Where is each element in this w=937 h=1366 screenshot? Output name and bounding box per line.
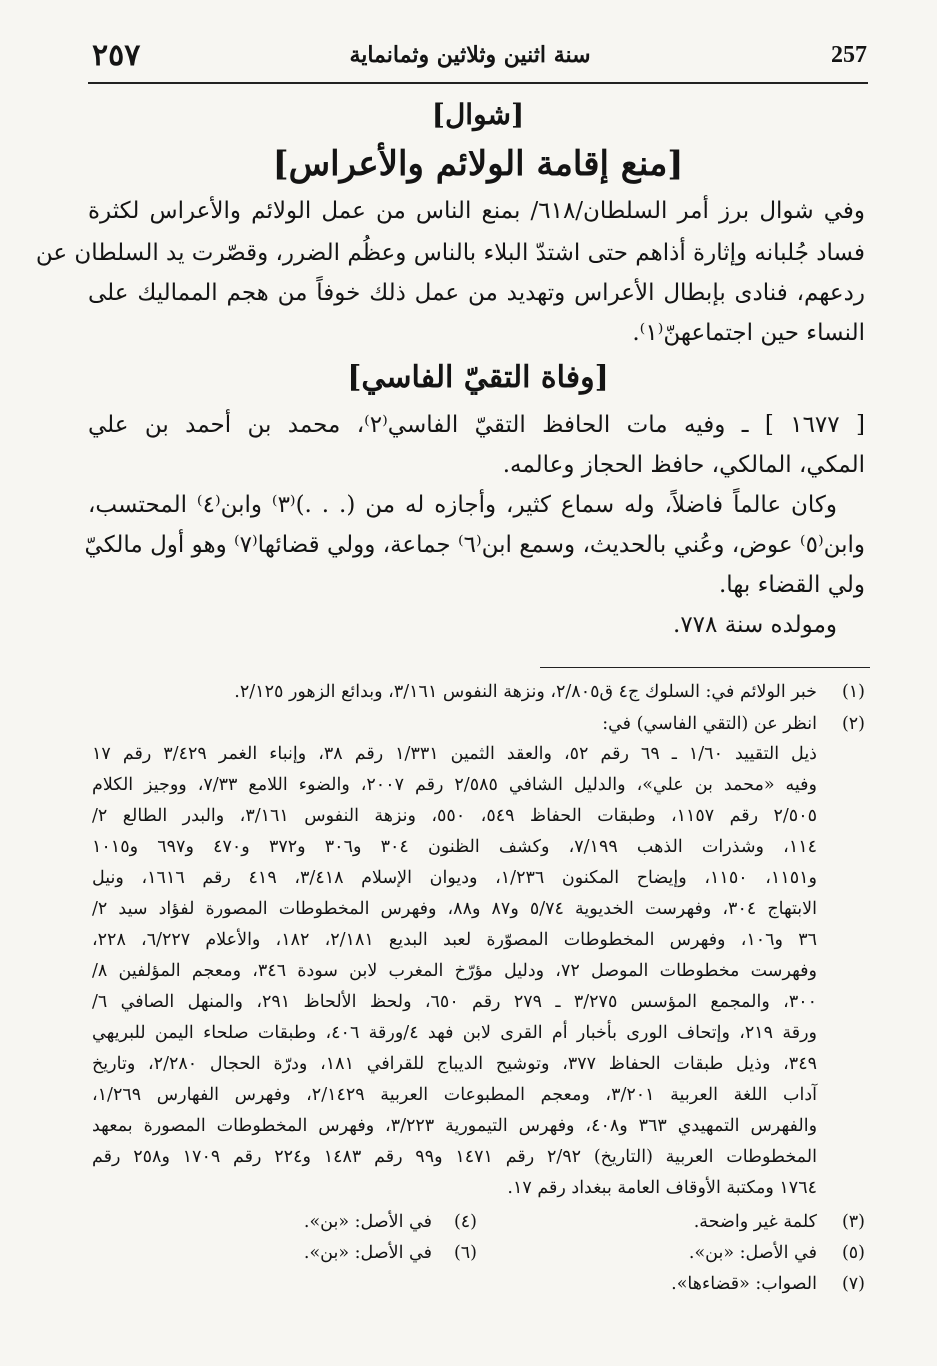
- footnote-line: ٣٠٠، والمجمع المؤسس ٣/٢٧٥ ـ ٢٧٩ رقم ٦٥٠، ولحظ الألحاظ ٢٩١، والمنهل الصافي ٦/: [92, 992, 818, 1012]
- paragraph-line: وفي شوال برز أمر السلطان/٦١٨/ بمنع الناس من عمل الولائم والأعراس لكثرة: [88, 198, 865, 224]
- section-heading-death: [وفاة التقيّ الفاسي]: [347, 360, 609, 395]
- paragraph-line: ردعهم، فنادى بإبطال الأعراس وتهديد من عمل ذلك خوفاً من هجم المماليك على: [88, 280, 865, 306]
- footnote-line: ٣٤٩، وذيل طبقات الحفاظ ٣٧٧، وتوشيح الديباج للقرافي ١٨١، ودرّة الحجال ٢/٢٨٠، وتاريخ: [92, 1054, 817, 1074]
- footnote-line: و١١٥١، ١١٥٠، وإيضاح المكنون ١/٢٣٦، وديوان الإسلام ٣/٤١٨، ٤١٩ رقم ١٦١٦، ونيل: [92, 868, 817, 888]
- footnote-line: وفهرست مخطوطات الموصل ٧٢، ودليل مؤرّخ المغرب لابن سودة ٣٤٦، ومعجم المؤلفين ٨/: [92, 961, 817, 981]
- section-heading-feasts: [منع إقامة الولائم والأعراس]: [272, 144, 684, 184]
- footnote-number: (٣): [841, 1212, 865, 1232]
- footnote-line: وفيه «محمد بن علي»، والدليل الشافي ٢/٥٨٥ رقم ٢٠٠٧، والضوء اللامع ٧/٣٣، ووجيز الكلام: [92, 775, 817, 795]
- footnote-line: ورقة ٢١٩، وإتحاف الورى بأخبار أم القرى لابن فهد ٤/ورقة ٤٠٦، وطبقات صلحاء اليمن للبريهي: [92, 1023, 818, 1043]
- footnote-line: ذيل التقييد ١/٦٠ ـ ٦٩ رقم ٥٢، والعقد الثمين ١/٣٣١ رقم ٣٨، وإنباء الغمر ٣/٤٢٩ رقم ١٧: [92, 744, 817, 764]
- page-number-arabic: ٢٥٧: [92, 38, 141, 73]
- running-head: سنة اثنين وثلاثين وثمانماية: [349, 42, 591, 68]
- header-rule: [88, 82, 868, 84]
- paragraph-line: النساء حين اجتماعهنّ⁽١⁾.: [632, 320, 865, 346]
- footnote-line: والفهرس التمهيدي ٣٦٣ و٤٠٨، وفهرس التيمورية ٣/٢٢٣، وفهرس المخطوطات المصورة بمعهد: [92, 1116, 818, 1136]
- footnote-number: (١): [841, 682, 865, 702]
- footnote-text: في الأصل: «بن».: [303, 1212, 432, 1232]
- footnote-text: كلمة غير واضحة.: [693, 1212, 817, 1232]
- paragraph-line: ومولده سنة ٧٧٨.: [673, 612, 837, 638]
- footnote-number: (٦): [453, 1243, 477, 1263]
- footnote-number: (٧): [841, 1274, 865, 1294]
- footnote-line: المخطوطات العربية (التاريخ) ٢/٩٢ رقم ١٤٧١ و٩٩ رقم ١٤٨٣ و٢٢٤ رقم ١٧٠٩ و٢٥٨ رقم: [92, 1147, 817, 1167]
- footnote-line: ٢/٥٠٥ رقم ١١٥٧، وطبقات الحفاظ ٥٤٩، ٥٥٠، ونزهة النفوس ٣/١٦١، والبدر الطالع ٢/: [92, 806, 818, 826]
- footnote-text: في الأصل: «بن».: [303, 1243, 432, 1263]
- paragraph-line: [ ١٦٧٧ ] ـ وفيه مات الحافظ التقيّ الفاسي⁽٢⁾، محمد بن أحمد بن علي: [88, 412, 865, 438]
- paragraph-line: وابن⁽٥⁾ عوض، وعُني بالحديث، وسمع ابن⁽٦⁾ جماعة، وولي قضائها⁽٧⁾ وهو أول مالكيّ: [84, 532, 865, 558]
- footnote-number: (٤): [453, 1212, 477, 1232]
- paragraph-line: المكي، المالكي، حافظ الحجاز وعالمه.: [502, 452, 865, 478]
- paragraph-line: وكان عالماً فاضلاً، وله سماع كثير، وأجازه له من (. . .)⁽٣⁾ وابن⁽٤⁾ المحتسب،: [88, 492, 837, 518]
- footnote-text: الصواب: «قضاءها».: [671, 1274, 817, 1294]
- footnote-text: في الأصل: «بن».: [688, 1243, 817, 1263]
- footnote-line: ١١٤، وشذرات الذهب ٧/١٩٩، وكشف الظنون ٣٠٤ و٣٠٦ و٣٧٢ و٤٧٠ و٦٩٧ و١٠١٥: [92, 837, 818, 857]
- footnote-rule: [540, 667, 870, 668]
- footnote-number: (٥): [841, 1243, 865, 1263]
- footnote-text: انظر عن (التقي الفاسي) في:: [602, 714, 817, 734]
- footnote-number: (٢): [841, 714, 865, 734]
- footnote-text: خبر الولائم في: السلوك ج٤ ق٢/٨٠٥، ونزهة النفوس ٣/١٦١، وبدائع الزهور ٢/١٢٥.: [234, 682, 817, 702]
- footnote-line: الابتهاج ٣٠٤، وفهرست الخديوية ٥/٧٤ و٨٧ و٨٨، وفهرس المخطوطات المصورة لفؤاد سيد ٢/: [92, 899, 818, 919]
- page-number-latin: 257: [831, 42, 867, 68]
- paragraph-line: ولي القضاء بها.: [718, 572, 865, 598]
- month-heading: [شوال]: [431, 98, 525, 131]
- footnote-line: ٣٦ و١٠٦، وفهرس المخطوطات المصوّرة لعبد البديع ٢/١٨١، ١٨٢، والأعلام ٦/٢٢٧، ٢٢٨،: [92, 930, 817, 950]
- paragraph-line: فساد جُلبانه وإثارة أذاهم حتى اشتدّ البلاء بالناس وعظُم الضرر، وقصّرت يد السلطان عن: [35, 240, 865, 266]
- footnote-line: آداب اللغة العربية ٣/٢٠١، ومعجم المطبوعات العربية ٢/١٤٢٩، وفهرس الفهارس ١/٢٦٩،: [92, 1085, 818, 1105]
- footnote-line: ١٧٦٤ ومكتبة الأوقاف العامة ببغداد رقم ١٧.: [507, 1178, 817, 1198]
